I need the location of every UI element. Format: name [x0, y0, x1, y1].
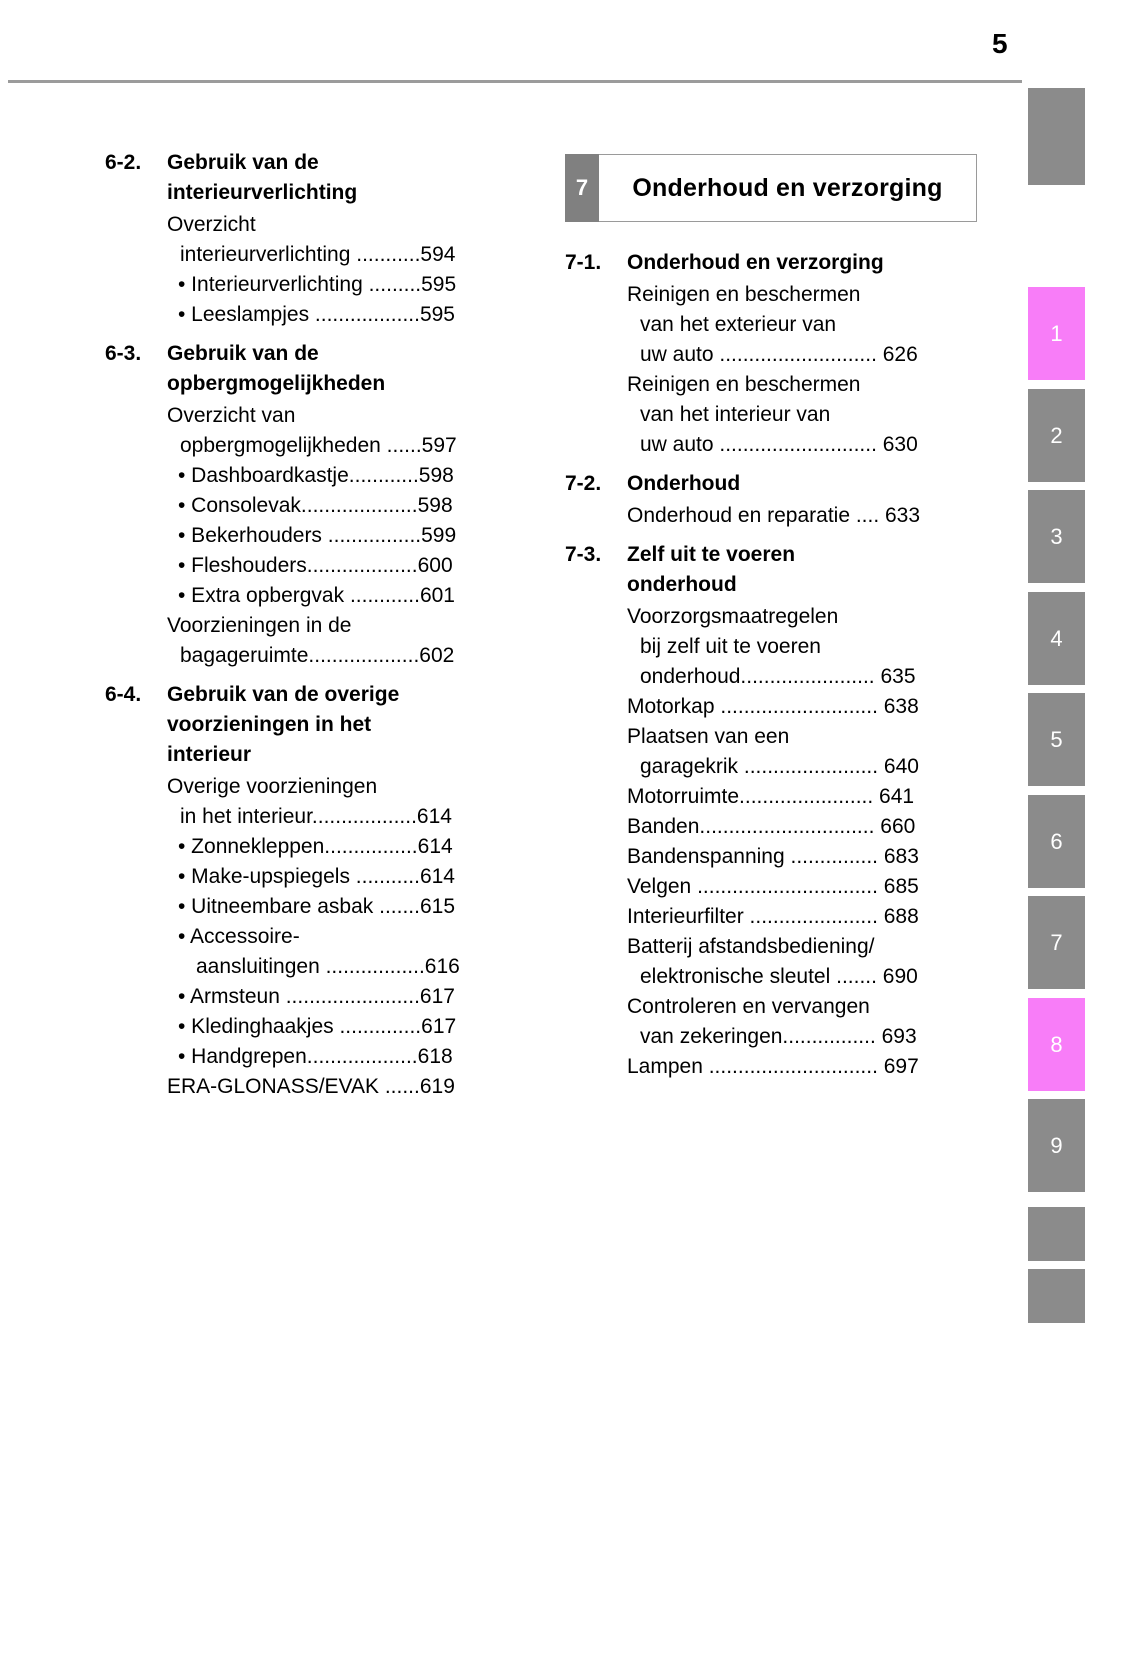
toc-heading-line: interieur — [167, 743, 252, 766]
toc-heading-line: Gebruik van de overige — [167, 683, 400, 706]
toc-entry: van het exterieur van — [640, 313, 837, 336]
toc-entry-bullet: • Kledinghaakjes ..............617 — [178, 1015, 457, 1038]
toc-entry: in het interieur..................614 — [180, 805, 452, 828]
chapter-tab-label: 8 — [1050, 1031, 1063, 1057]
chapter-tab-label: 4 — [1050, 625, 1063, 651]
toc-heading-line: onderhoud — [627, 573, 737, 596]
toc-entry-bullet: • Make-upspiegels ...........614 — [178, 865, 455, 888]
toc-heading-line: interieurverlichting — [167, 181, 358, 204]
toc-section-heading — [167, 339, 517, 399]
toc-entry: Interieurfilter ...................... 688 — [627, 905, 919, 928]
toc-section — [565, 469, 977, 531]
toc-column-right — [565, 148, 977, 1102]
toc-items — [627, 602, 977, 1082]
toc-entry: Overzicht van — [167, 404, 296, 427]
chapter-tab-5 — [1028, 693, 1085, 786]
toc-entry-bullet: • Extra opbergvak ............601 — [178, 584, 455, 607]
toc-section-body — [167, 339, 517, 671]
chapter-tab-label: 9 — [1050, 1132, 1063, 1158]
toc-entry: garagekrik ....................... 640 — [640, 755, 919, 778]
toc-section-body — [627, 248, 977, 460]
toc-heading-line: voorzieningen in het — [167, 713, 372, 736]
toc-items — [167, 401, 517, 671]
toc-sections-right — [565, 248, 977, 1082]
toc-heading-line: Onderhoud — [627, 472, 741, 495]
chapter-title: Onderhoud en verzorging — [599, 154, 977, 222]
toc-entry: Bandenspanning ............... 683 — [627, 845, 919, 868]
toc-entry: bij zelf uit te voeren — [640, 635, 821, 658]
toc-entry: Onderhoud en reparatie .... 633 — [627, 504, 921, 527]
toc-entry: van het interieur van — [640, 403, 831, 426]
toc-entry-bullet: • Accessoire- — [178, 925, 300, 948]
toc-section-heading — [627, 248, 977, 278]
chapter-tab-label: 7 — [1050, 929, 1063, 955]
chapter-number-badge: 7 — [565, 154, 599, 222]
toc-section-number: 6-2. — [105, 151, 142, 174]
toc-entry-bullet: • Handgrepen...................618 — [178, 1045, 453, 1068]
toc-section-heading — [167, 680, 517, 770]
chapter-tab-3 — [1028, 490, 1085, 583]
toc-entry: Motorruimte....................... 641 — [627, 785, 915, 808]
toc-entry: Motorkap ........................... 638 — [627, 695, 919, 718]
toc-entry-bullet: • Bekerhouders ................599 — [178, 524, 457, 547]
toc-column-left — [105, 148, 517, 1102]
toc-section-body — [627, 540, 977, 1082]
toc-entry: Overige voorzieningen — [167, 775, 378, 798]
toc-content — [105, 148, 977, 1102]
chapter-tab-9 — [1028, 1099, 1085, 1192]
chapter-tab-4 — [1028, 592, 1085, 685]
chapter-tab-label: 5 — [1050, 726, 1063, 752]
toc-items — [627, 501, 977, 531]
toc-entry: aansluitingen .................616 — [196, 955, 460, 978]
toc-entry: Plaatsen van een — [627, 725, 790, 748]
toc-entry: uw auto ........................... 630 — [640, 433, 918, 456]
toc-section-heading — [627, 469, 977, 499]
toc-section-number: 7-2. — [565, 472, 602, 495]
toc-entry: Batterij afstandsbediening/ — [627, 935, 875, 958]
chapter-tab-label: 1 — [1050, 320, 1063, 346]
toc-entry-bullet: • Fleshouders...................600 — [178, 554, 453, 577]
toc-heading-line: Gebruik van de — [167, 151, 319, 174]
toc-entry: Voorzorgsmaatregelen — [627, 605, 839, 628]
toc-entry-bullet: • Consolevak....................598 — [178, 494, 453, 517]
chapter-header — [565, 154, 977, 222]
toc-section-body — [167, 148, 517, 330]
toc-section-heading — [167, 148, 517, 208]
toc-entry-bullet: • Dashboardkastje............598 — [178, 464, 454, 487]
toc-items — [167, 210, 517, 330]
chapter-tab-1 — [1028, 287, 1085, 380]
toc-entry: van zekeringen................ 693 — [640, 1025, 917, 1048]
toc-entry: elektronische sleutel ....... 690 — [640, 965, 918, 988]
toc-entry-bullet: • Armsteun .......................617 — [178, 985, 455, 1008]
toc-section-number: 7-1. — [565, 251, 602, 274]
toc-entry: Controleren en vervangen — [627, 995, 870, 1018]
toc-entry: Reinigen en beschermen — [627, 373, 861, 396]
toc-entry-bullet: • Uitneembare asbak .......615 — [178, 895, 455, 918]
toc-section-body — [627, 469, 977, 531]
toc-heading-line: Gebruik van de — [167, 342, 319, 365]
toc-section-number: 7-3. — [565, 543, 602, 566]
toc-section-heading — [627, 540, 977, 600]
toc-entry: uw auto ........................... 626 — [640, 343, 918, 366]
toc-entry-bullet: • Leeslampjes ..................595 — [178, 303, 455, 326]
chapter-tab-label: 2 — [1050, 422, 1063, 448]
toc-entry: Voorzieningen in de — [167, 614, 352, 637]
toc-entry: ERA-GLONASS/EVAK ......619 — [167, 1075, 455, 1098]
toc-section — [565, 248, 977, 460]
tab-rail-spacer — [1028, 1269, 1085, 1323]
tab-rail-spacer — [1028, 1207, 1085, 1261]
chapter-tab-label: 3 — [1050, 523, 1063, 549]
toc-section-body — [167, 680, 517, 1102]
page-number: 5 — [992, 28, 1009, 59]
toc-items — [167, 772, 517, 1102]
toc-entry: bagageruimte...................602 — [180, 644, 455, 667]
top-rule — [8, 80, 1022, 83]
toc-section — [105, 680, 517, 1102]
toc-entry: interieurverlichting ...........594 — [180, 243, 456, 266]
toc-entry: Reinigen en beschermen — [627, 283, 861, 306]
chapter-tab-rail — [1028, 0, 1085, 1654]
toc-entry-bullet: • Zonnekleppen................614 — [178, 835, 453, 858]
toc-section — [105, 339, 517, 671]
toc-section-number: 6-3. — [105, 342, 142, 365]
chapter-tab-label: 6 — [1050, 828, 1063, 854]
toc-entry: Overzicht — [167, 213, 256, 236]
tab-rail-spacer — [1028, 88, 1085, 185]
toc-entry: Banden.............................. 660 — [627, 815, 916, 838]
chapter-tab-6 — [1028, 795, 1085, 888]
toc-heading-line: Onderhoud en verzorging — [627, 251, 884, 274]
toc-heading-line: Zelf uit te voeren — [627, 543, 796, 566]
toc-heading-line: opbergmogelijkheden — [167, 372, 386, 395]
toc-section — [565, 540, 977, 1082]
toc-entry: opbergmogelijkheden ......597 — [180, 434, 457, 457]
chapter-tab-8 — [1028, 998, 1085, 1091]
toc-entry: Velgen ............................... 685 — [627, 875, 919, 898]
toc-entry: onderhoud....................... 635 — [640, 665, 916, 688]
toc-section — [105, 148, 517, 330]
toc-entry: Lampen ............................. 697 — [627, 1055, 919, 1078]
chapter-tab-7 — [1028, 896, 1085, 989]
chapter-tab-2 — [1028, 389, 1085, 482]
toc-entry-bullet: • Interieurverlichting .........595 — [178, 273, 457, 296]
toc-section-number: 6-4. — [105, 683, 142, 706]
toc-items — [627, 280, 977, 460]
